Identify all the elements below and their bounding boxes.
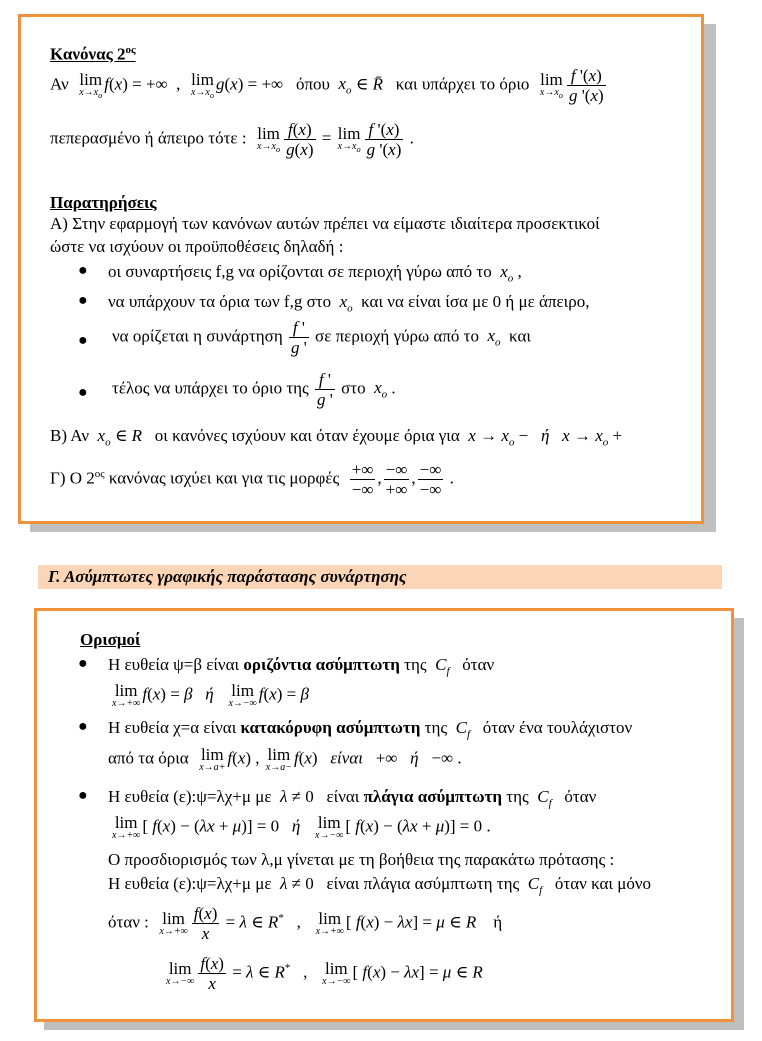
remarks-b3: να ορίζεται η συνάρτηση $\frac{f '}{g '}$ σε περιοχή γύρω από το $x_o$ και	[112, 318, 531, 357]
remarks-g-line-b: κανόνας ισχύει και για τις μορφές	[108, 468, 340, 488]
remarks-g-line-sup: ος	[94, 467, 105, 480]
lim-ratio-prime: lim $x\to x_o$	[539, 69, 563, 100]
form-1: $\frac{+\infty}{-\infty}$	[351, 460, 374, 499]
defs-p-line2-c: όταν και μόνο	[554, 874, 652, 893]
frac-fprime-gprime-2: $\frac{f '(x)}{g '(x)}$	[366, 120, 402, 159]
defs-p-line3: όταν : lim x→+∞ $\frac{f(x)}{x}$ = λ ∈ R* , lim x→+∞ [ f(x) − λx] = μ ∈ R ή	[108, 904, 503, 943]
lim-oblique-plus: lim x→+∞	[112, 813, 141, 841]
rule2-title	[50, 40, 136, 65]
remarks-b4: τέλος να υπάρχει το όριο της $\frac{f '}{g '}$ στο $x_o$ .	[112, 370, 396, 409]
frac-fprime-gprime: $\frac{f '(x)}{g '(x)}$	[568, 66, 604, 105]
defs-d3-bold: πλάγια ασύμπτωτη	[363, 787, 502, 806]
defs-d1-bold: οριζόντια ασύμπτωτη	[243, 655, 400, 674]
defs-p-line1: Ο προσδιορισμός των λ,μ γίνεται με τη βοήθεια της παρακάτω πρότασης :	[108, 850, 615, 869]
defs-d2-line2-text: από τα όρια	[108, 748, 189, 768]
lim-minus-inf: lim x→−∞	[228, 681, 257, 709]
defs-d3-formula: lim x→+∞ [ f(x) − (λx + μ)] = 0 ή lim x→−∞ [ f(x) − (λx + μ)] = 0 .	[112, 813, 491, 841]
lim-lambda-minus: lim x→−∞	[166, 959, 195, 987]
def-bullet-2: ●	[78, 718, 88, 735]
rule2-line2-prefix: πεπερασμένο ή άπειρο τότε :	[50, 128, 247, 148]
remarks-b4-b: στο	[341, 378, 366, 398]
remarks-g-line: Γ) Ο $2^{o\varsigma}$ κανόνας ισχύει και για τις μορφές $\frac{+\infty}{-\infty}$ , $\frac{-\infty}{+\infty}$ , $\frac{-\infty}{-\infty}$ .	[50, 460, 454, 499]
defs-d1-a: Η ευθεία ψ=β είναι	[108, 655, 240, 674]
defs-p-line4: lim x→−∞ $\frac{f(x)}{x}$ = λ ∈ R* , lim x→−∞ [ f(x) − λx] = μ ∈ R	[166, 954, 483, 993]
frac-fx-x-2: $\frac{f(x)}{x}$	[200, 954, 224, 993]
remarks-g-line-a: Γ) Ο 2	[50, 468, 95, 488]
lim-fg-prime: lim $x\to x_o$	[337, 123, 361, 154]
frac-f-g-prime-2: $\frac{f '}{g '}$	[317, 370, 333, 409]
defs-p-line3-text: όταν :	[108, 912, 149, 932]
remarks-b2-b: και να είναι ίσα με 0 ή με άπειρο,	[361, 292, 590, 311]
bullet-1: ●	[78, 262, 88, 279]
defs-d1-formula: lim x→+∞ f(x) = β ή lim x→−∞ f(x) = β	[112, 681, 309, 709]
remarks-b1: οι συναρτήσεις f,g να ορίζονται σε περιοχή γύρω από το $x_o$ ,	[108, 262, 522, 285]
defs-d3-a: Η ευθεία (ε):ψ=λχ+μ με	[108, 787, 272, 806]
lim-mu-minus: lim x→−∞	[322, 959, 351, 987]
defs-d1-c: όταν	[462, 655, 495, 674]
remarks-b3-b: σε περιοχή γύρω από το	[315, 326, 479, 346]
frac-fx-x: $\frac{f(x)}{x}$	[193, 904, 218, 943]
defs-d2-c: όταν ένα τουλάχιστον	[482, 718, 633, 737]
defs-p-line2-b: είναι πλάγια ασύμπτωτη της	[326, 874, 520, 893]
bullet-4: ●	[78, 384, 88, 401]
remarks-b2-a: να υπάρχουν τα όρια των f,g στο	[108, 292, 332, 311]
lim-a-minus: lim x→a−	[265, 745, 292, 773]
defs-d1: Η ευθεία ψ=β είναι οριζόντια ασύμπτωτη της $C_f$ όταν	[108, 655, 495, 678]
lim-oblique-minus: lim x→−∞	[315, 813, 344, 841]
defs-d1-b: της	[404, 655, 427, 674]
defs-d3-d: όταν	[564, 787, 597, 806]
lim-mu-plus: lim x→+∞	[315, 909, 344, 937]
remarks-a-line2: ώστε να ισχύουν οι προϋποθέσεις δηλαδή :	[50, 237, 344, 256]
defs-d3: Η ευθεία (ε):ψ=λχ+μ με λ ≠ 0 είναι πλάγια ασύμπτωτη της $C_f$ όταν	[108, 787, 597, 810]
defs-d2: Η ευθεία χ=α είναι κατακόρυφη ασύμπτωτη της $C_f$ όταν ένα τουλάχιστον	[108, 718, 633, 741]
rule2-title-sup: ος	[125, 44, 136, 56]
defs-d2-bold: κατακόρυφη ασύμπτωτη	[240, 718, 421, 737]
lim-lambda-plus: lim x→+∞	[159, 909, 188, 937]
lim-plus-inf: lim x→+∞	[112, 681, 141, 709]
remarks-b1-text: οι συναρτήσεις f,g να ορίζονται σε περιοχή γύρω από το	[108, 262, 492, 281]
bullet-2: ●	[78, 292, 88, 309]
defs-d3-b: είναι	[326, 787, 360, 806]
remarks-a-line1: Α) Στην εφαρμογή των κανόνων αυτών πρέπει να είμαστε ιδιαίτερα προσεκτικοί	[50, 214, 600, 233]
defs-d2-line2: από τα όρια lim x→a+ f(x) , lim x→a− f(x) είναι +∞ ή −∞ .	[108, 745, 462, 773]
bullet-3: ●	[78, 332, 88, 349]
form-2: $\frac{-\infty}{+\infty}$	[385, 460, 408, 499]
rule2-title-text: Κανόνας 2	[50, 44, 126, 64]
remarks-b-line-b: οι κανόνες ισχύουν και όταν έχουμε όρια για	[154, 426, 460, 445]
remarks-b-line-a: Β) Αν	[50, 426, 90, 445]
remarks-b2: να υπάρχουν τα όρια των f,g στο $x_o$ και να είναι ίσα με 0 ή με άπειρο,	[108, 292, 590, 315]
frac-f-g: $\frac{f(x)}{g(x)}$	[286, 120, 314, 159]
defs-p-line2-a: Η ευθεία (ε):ψ=λχ+μ με	[108, 874, 272, 893]
defs-p-line2: Η ευθεία (ε):ψ=λχ+μ με λ ≠ 0 είναι πλάγια ασύμπτωτη της $C_f$ όταν και μόνο	[108, 874, 652, 897]
rule2-line1: Αν lim $x\to x_o$ f(x) = +∞ , lim $x\to x_o$ g(x) = +∞ όπου $x_o$ ∈ R̄ και υπάρχει το όριο lim $x\to x_o$ $\frac{f '(x)}{g '(x)}$	[50, 66, 604, 105]
defs-d2-b: της	[424, 718, 448, 737]
rule2-kai: και υπάρχει το όριο	[395, 74, 530, 94]
rule2-line1-prefix: Αν	[50, 74, 69, 94]
frac-f-g-prime: $\frac{f '}{g '}$	[290, 318, 307, 357]
def-bullet-3: ●	[78, 787, 88, 804]
remarks-title: Παρατηρήσεις	[50, 193, 157, 212]
remarks-b4-a: τέλος να υπάρχει το όριο της	[112, 378, 309, 398]
def-bullet-1: ●	[78, 655, 88, 672]
rule2-line2: πεπερασμένο ή άπειρο τότε : lim $x\to x_o$ $\frac{f(x)}{g(x)}$ = lim $x\to x_o$ $\frac{f '(x)}{g '(x)}$ .	[50, 120, 414, 159]
lim-f: lim $x\to x_o$	[79, 69, 103, 100]
form-3: $\frac{-\infty}{-\infty}$	[419, 460, 442, 499]
defs-d3-c: της	[506, 787, 529, 806]
lim-fg: lim $x\to x_o$	[257, 123, 281, 154]
defs-d2-a: Η ευθεία χ=α είναι	[108, 718, 237, 737]
lim-a-plus: lim x→a+	[199, 745, 226, 773]
section-title: Γ. Ασύμπτωτες γραφικής παράστασης συνάρτησης	[38, 565, 722, 589]
remarks-b3-a: να ορίζεται η συνάρτηση	[112, 326, 283, 346]
defs-title: Ορισμοί	[80, 630, 141, 649]
remarks-b-line: Β) Αν $x_o$ ∈ R οι κανόνες ισχύουν και όταν έχουμε όρια για $x \to x_o - ή$ $x \to x_o$ +	[50, 426, 623, 449]
lim-g: lim $x\to x_o$	[190, 69, 214, 100]
remarks-b3-c: και	[509, 326, 531, 346]
rule2-opou: όπου	[295, 74, 330, 94]
